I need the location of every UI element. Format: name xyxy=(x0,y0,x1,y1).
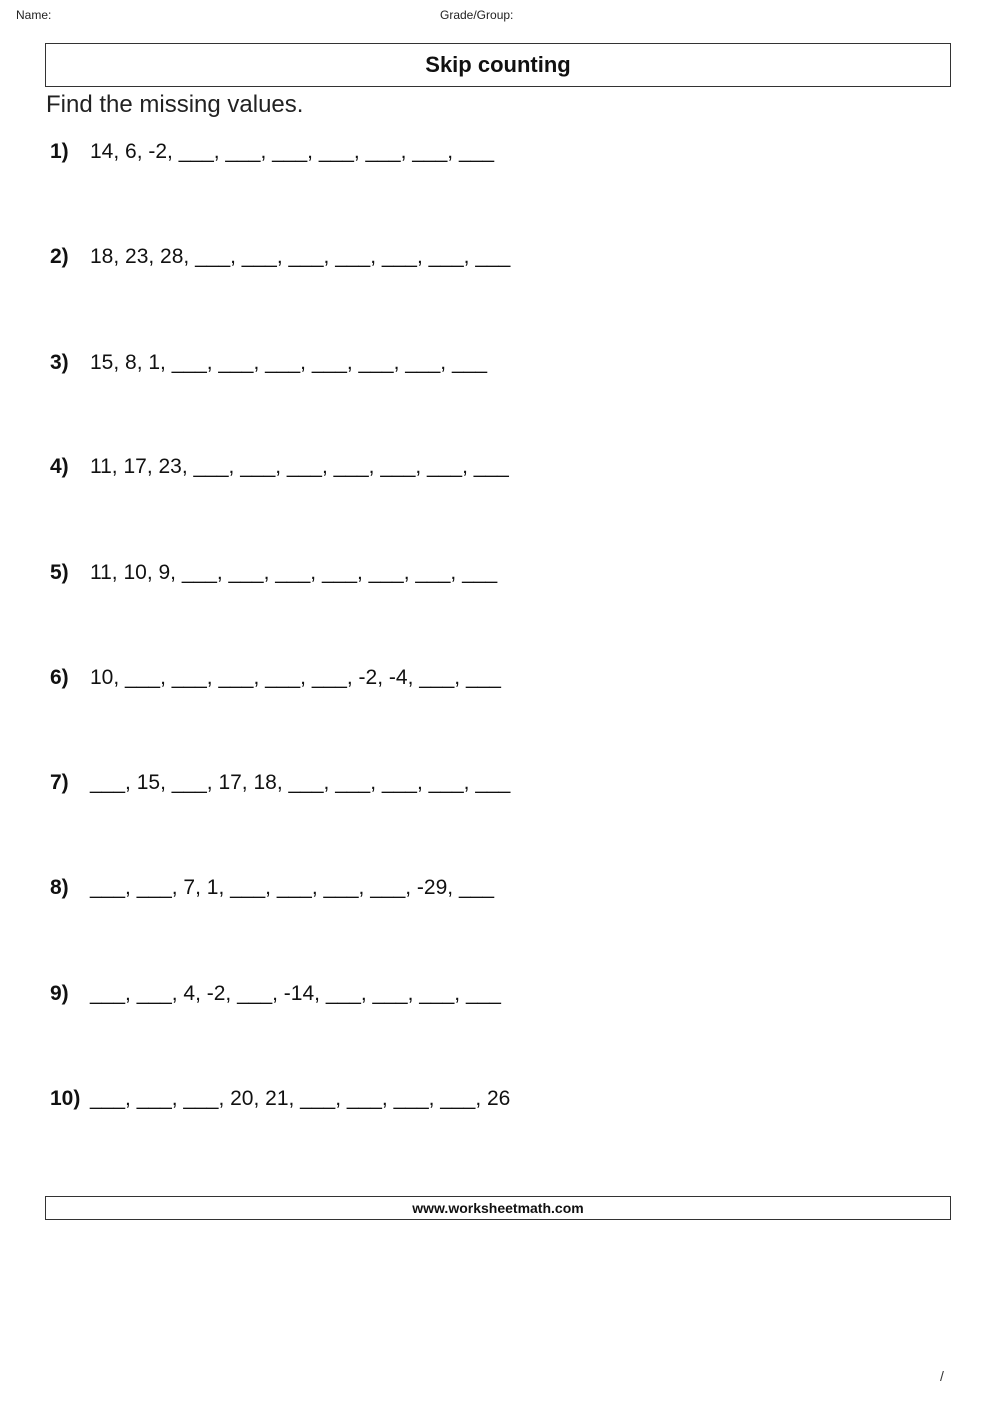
problem-3 xyxy=(50,348,487,378)
problem-number: 7) xyxy=(50,771,69,794)
problem-sequence: ___, ___, 7, 1, ___, ___, ___, ___, -29, ___ xyxy=(90,876,494,899)
problem-10 xyxy=(50,1084,510,1114)
problem-6 xyxy=(50,663,501,693)
problem-number: 4) xyxy=(50,455,69,478)
problem-sequence: ___, ___, ___, 20, 21, ___, ___, ___, ___, 26 xyxy=(90,1087,511,1110)
problem-4 xyxy=(50,452,509,482)
problem-8 xyxy=(50,873,494,903)
problem-number: 1) xyxy=(50,140,69,163)
problem-number: 5) xyxy=(50,561,69,584)
grade-group-label: Grade/Group: xyxy=(440,8,514,22)
problem-sequence: 10, ___, ___, ___, ___, ___, -2, -4, ___, ___ xyxy=(90,666,501,689)
problem-number: 6) xyxy=(50,666,69,689)
problem-number: 3) xyxy=(50,351,69,374)
problem-5 xyxy=(50,558,497,588)
problem-1 xyxy=(50,137,494,167)
problem-9 xyxy=(50,979,501,1009)
problem-sequence: 18, 23, 28, ___, ___, ___, ___, ___, ___, ___ xyxy=(90,245,511,268)
problem-sequence: 11, 17, 23, ___, ___, ___, ___, ___, ___, ___ xyxy=(90,455,509,478)
page-mark: / xyxy=(940,1368,944,1384)
problem-number: 10) xyxy=(50,1087,81,1110)
problem-number: 9) xyxy=(50,982,69,1005)
problem-2 xyxy=(50,242,510,272)
footer-url: www.worksheetmath.com xyxy=(45,1196,951,1220)
problem-7 xyxy=(50,768,510,798)
problem-number: 8) xyxy=(50,876,69,899)
worksheet-title: Skip counting xyxy=(45,43,951,87)
problem-sequence: 11, 10, 9, ___, ___, ___, ___, ___, ___, ___ xyxy=(90,561,498,584)
problem-number: 2) xyxy=(50,245,69,268)
problem-sequence: 15, 8, 1, ___, ___, ___, ___, ___, ___, ___ xyxy=(90,351,488,374)
problem-sequence: ___, 15, ___, 17, 18, ___, ___, ___, ___, ___ xyxy=(90,771,511,794)
instructions: Find the missing values. xyxy=(46,91,304,118)
problem-sequence: ___, ___, 4, -2, ___, -14, ___, ___, ___, ___ xyxy=(90,982,501,1005)
name-label: Name: xyxy=(16,8,52,22)
problem-sequence: 14, 6, -2, ___, ___, ___, ___, ___, ___, ___ xyxy=(90,140,494,163)
